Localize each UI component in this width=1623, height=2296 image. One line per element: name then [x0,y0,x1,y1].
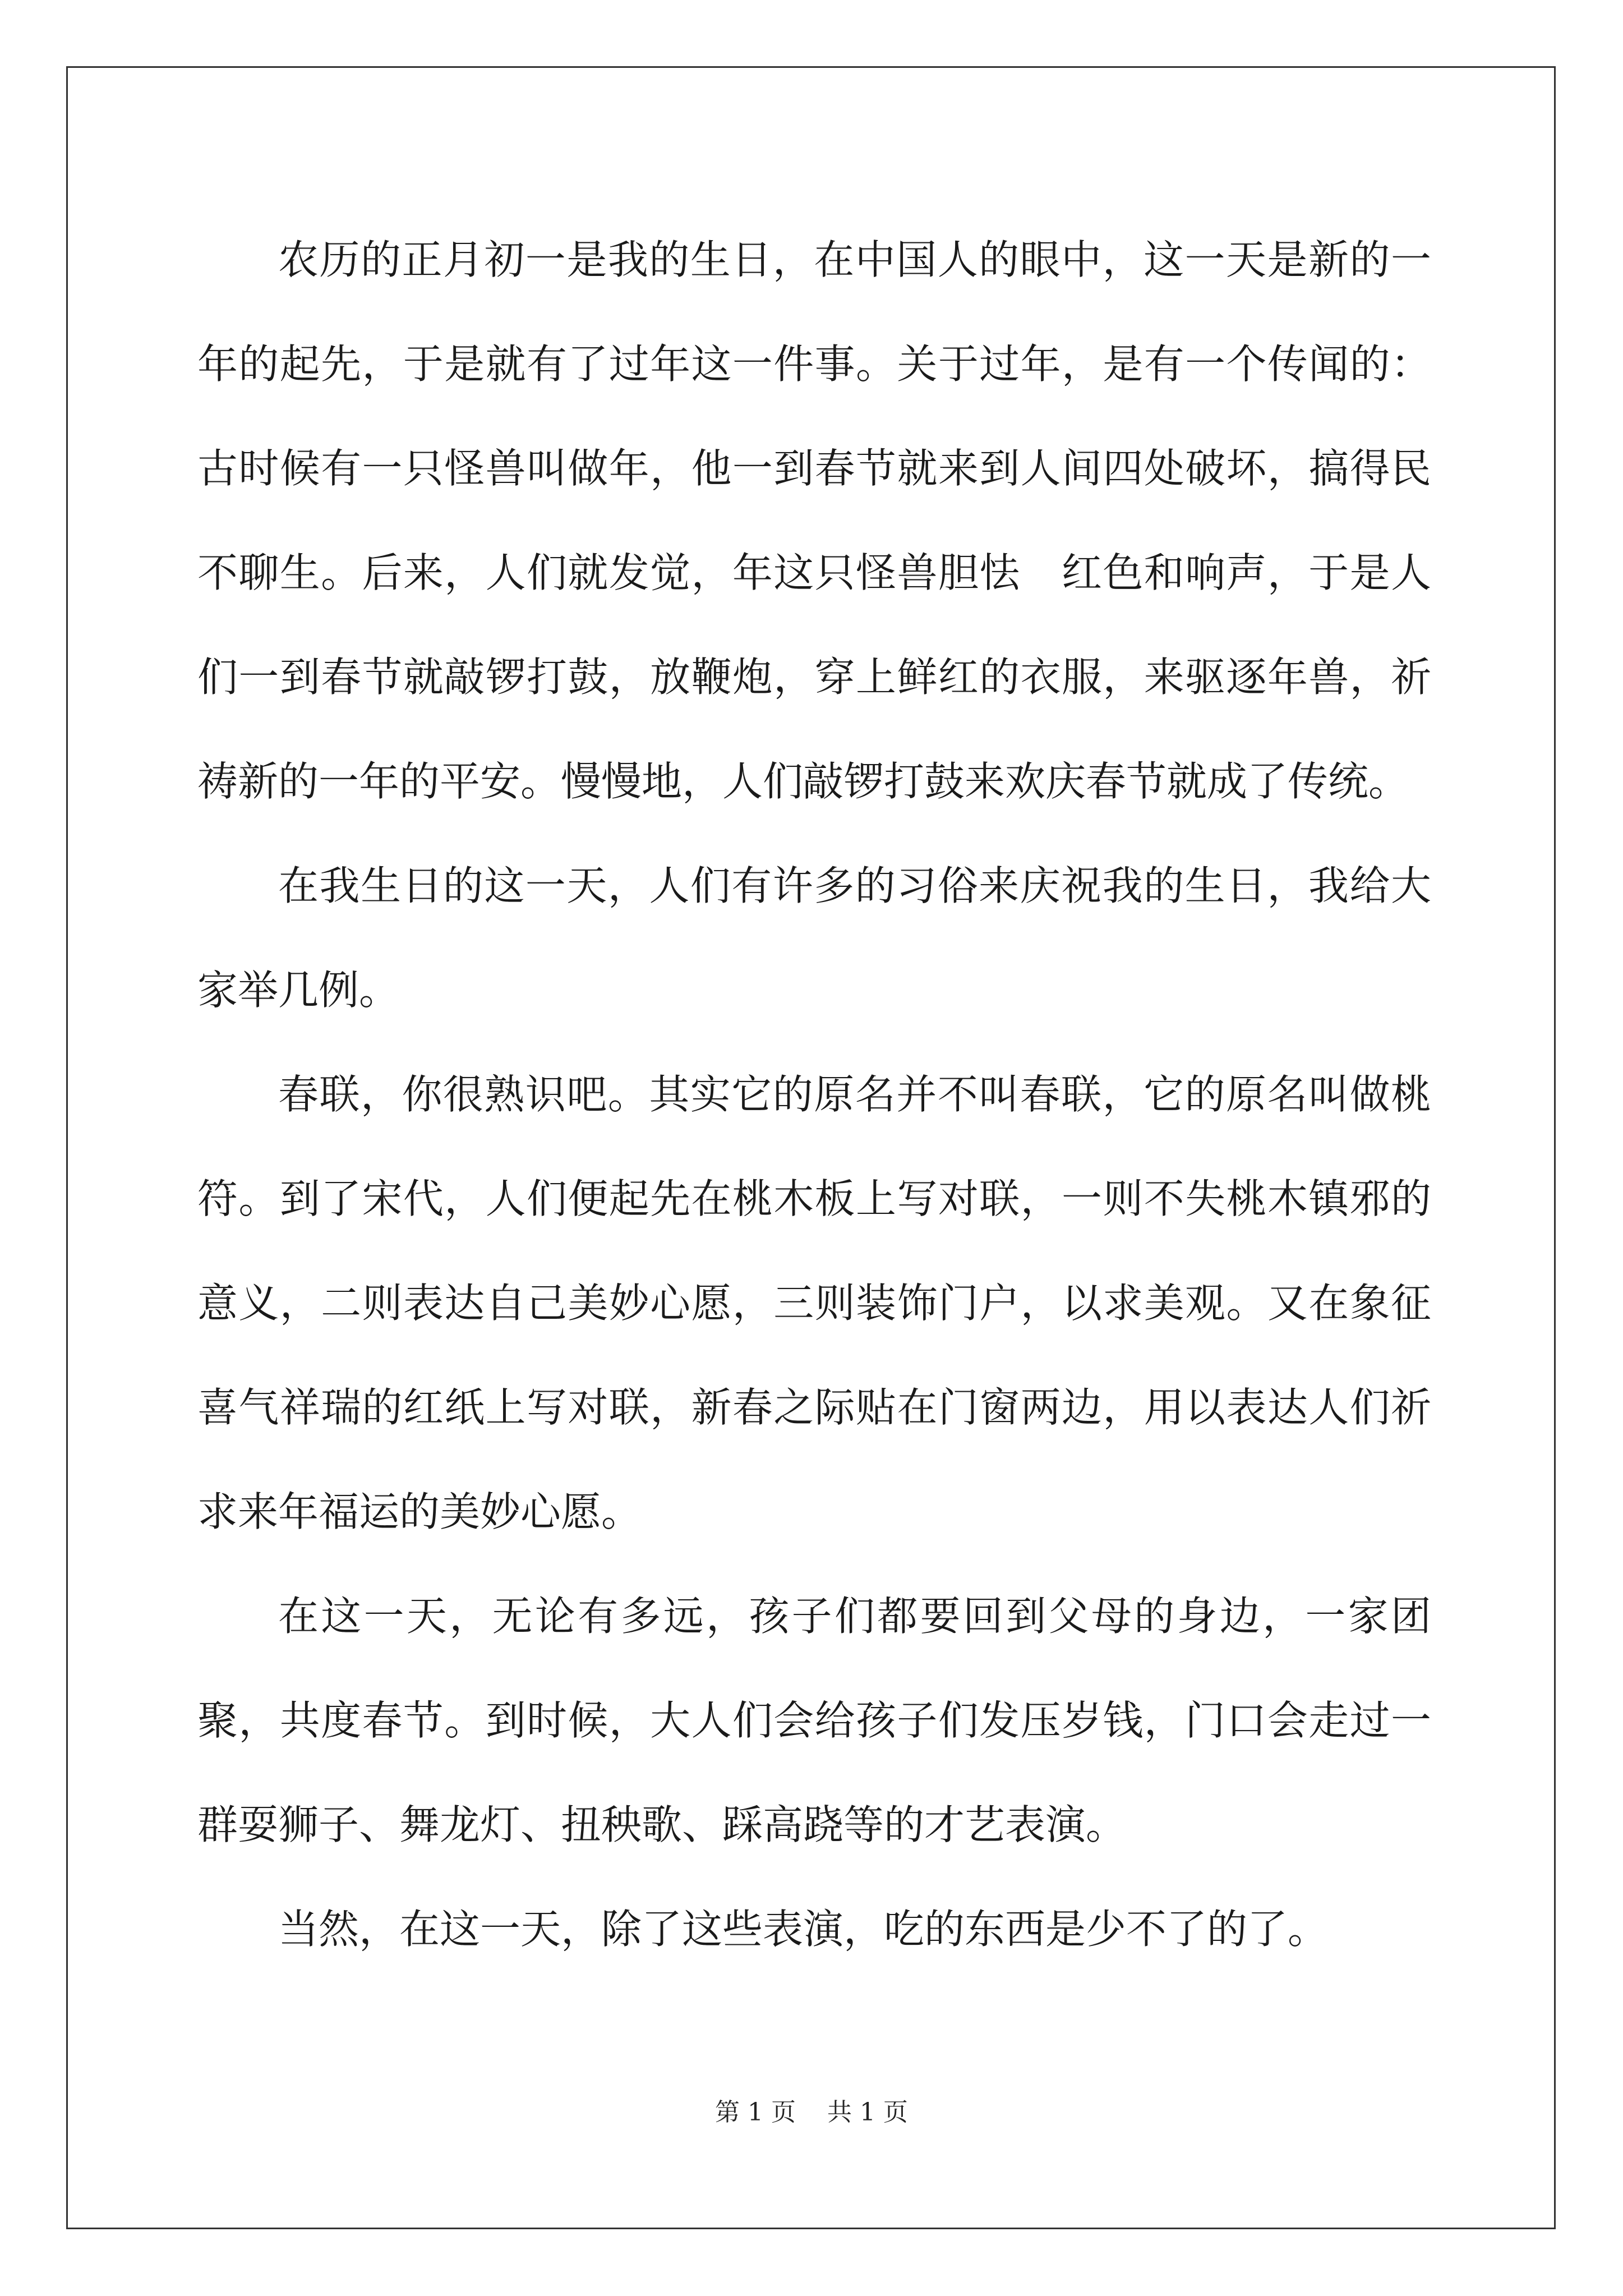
paragraph-3: 春联，你很熟识吧。其实它的原名并不叫春联，它的原名叫做桃符。到了宋代，人们便起先在桃木板上写对联，一则不失桃木镇邪的意义，二则表达自己美妙心愿，三则装饰门户，以求美观。又在象征喜气祥瑞的红纸上写对联，新春之际贴在门窗两边，用以表达人们祈求来年福运的美妙心愿。 [197,1071,1431,1535]
document-body [197,208,1431,1981]
page-footer [0,2097,1623,2128]
page-number: 第 1 页 [715,2098,796,2127]
paragraph-1: 农历的正月初一是我的生日，在中国人的眼中，这一天是新的一年的起先，于是就有了过年这一件事。关于过年，是有一个传闻的：古时候有一只怪兽叫做年，他一到春节就来到人间四处破坏，搞得民不聊生。后来，人们就发觉，年这只怪兽胆怯 红色和响声，于是人们一到春节就敲锣打鼓，放鞭炮，穿上鲜红的衣服，来驱逐年兽，祈祷新的一年的平安。慢慢地，人们敲锣打鼓来欢庆春节就成了传统。 [197,236,1431,805]
paragraph-2: 在我生日的这一天，人们有许多的习俗来庆祝我的生日，我给大家举几例。 [197,862,1431,1014]
paragraph-5: 当然，在这一天，除了这些表演，吃的东西是少不了的了。 [278,1906,1329,1953]
paragraph-4: 在这一天，无论有多远，孩子们都要回到父母的身边，一家团聚，共度春节。到时候，大人们会给孩子们发压岁钱，门口会走过一群耍狮子、舞龙灯、扭秧歌、踩高跷等的才艺表演。 [197,1593,1431,1848]
page-total: 共 1 页 [827,2098,908,2127]
